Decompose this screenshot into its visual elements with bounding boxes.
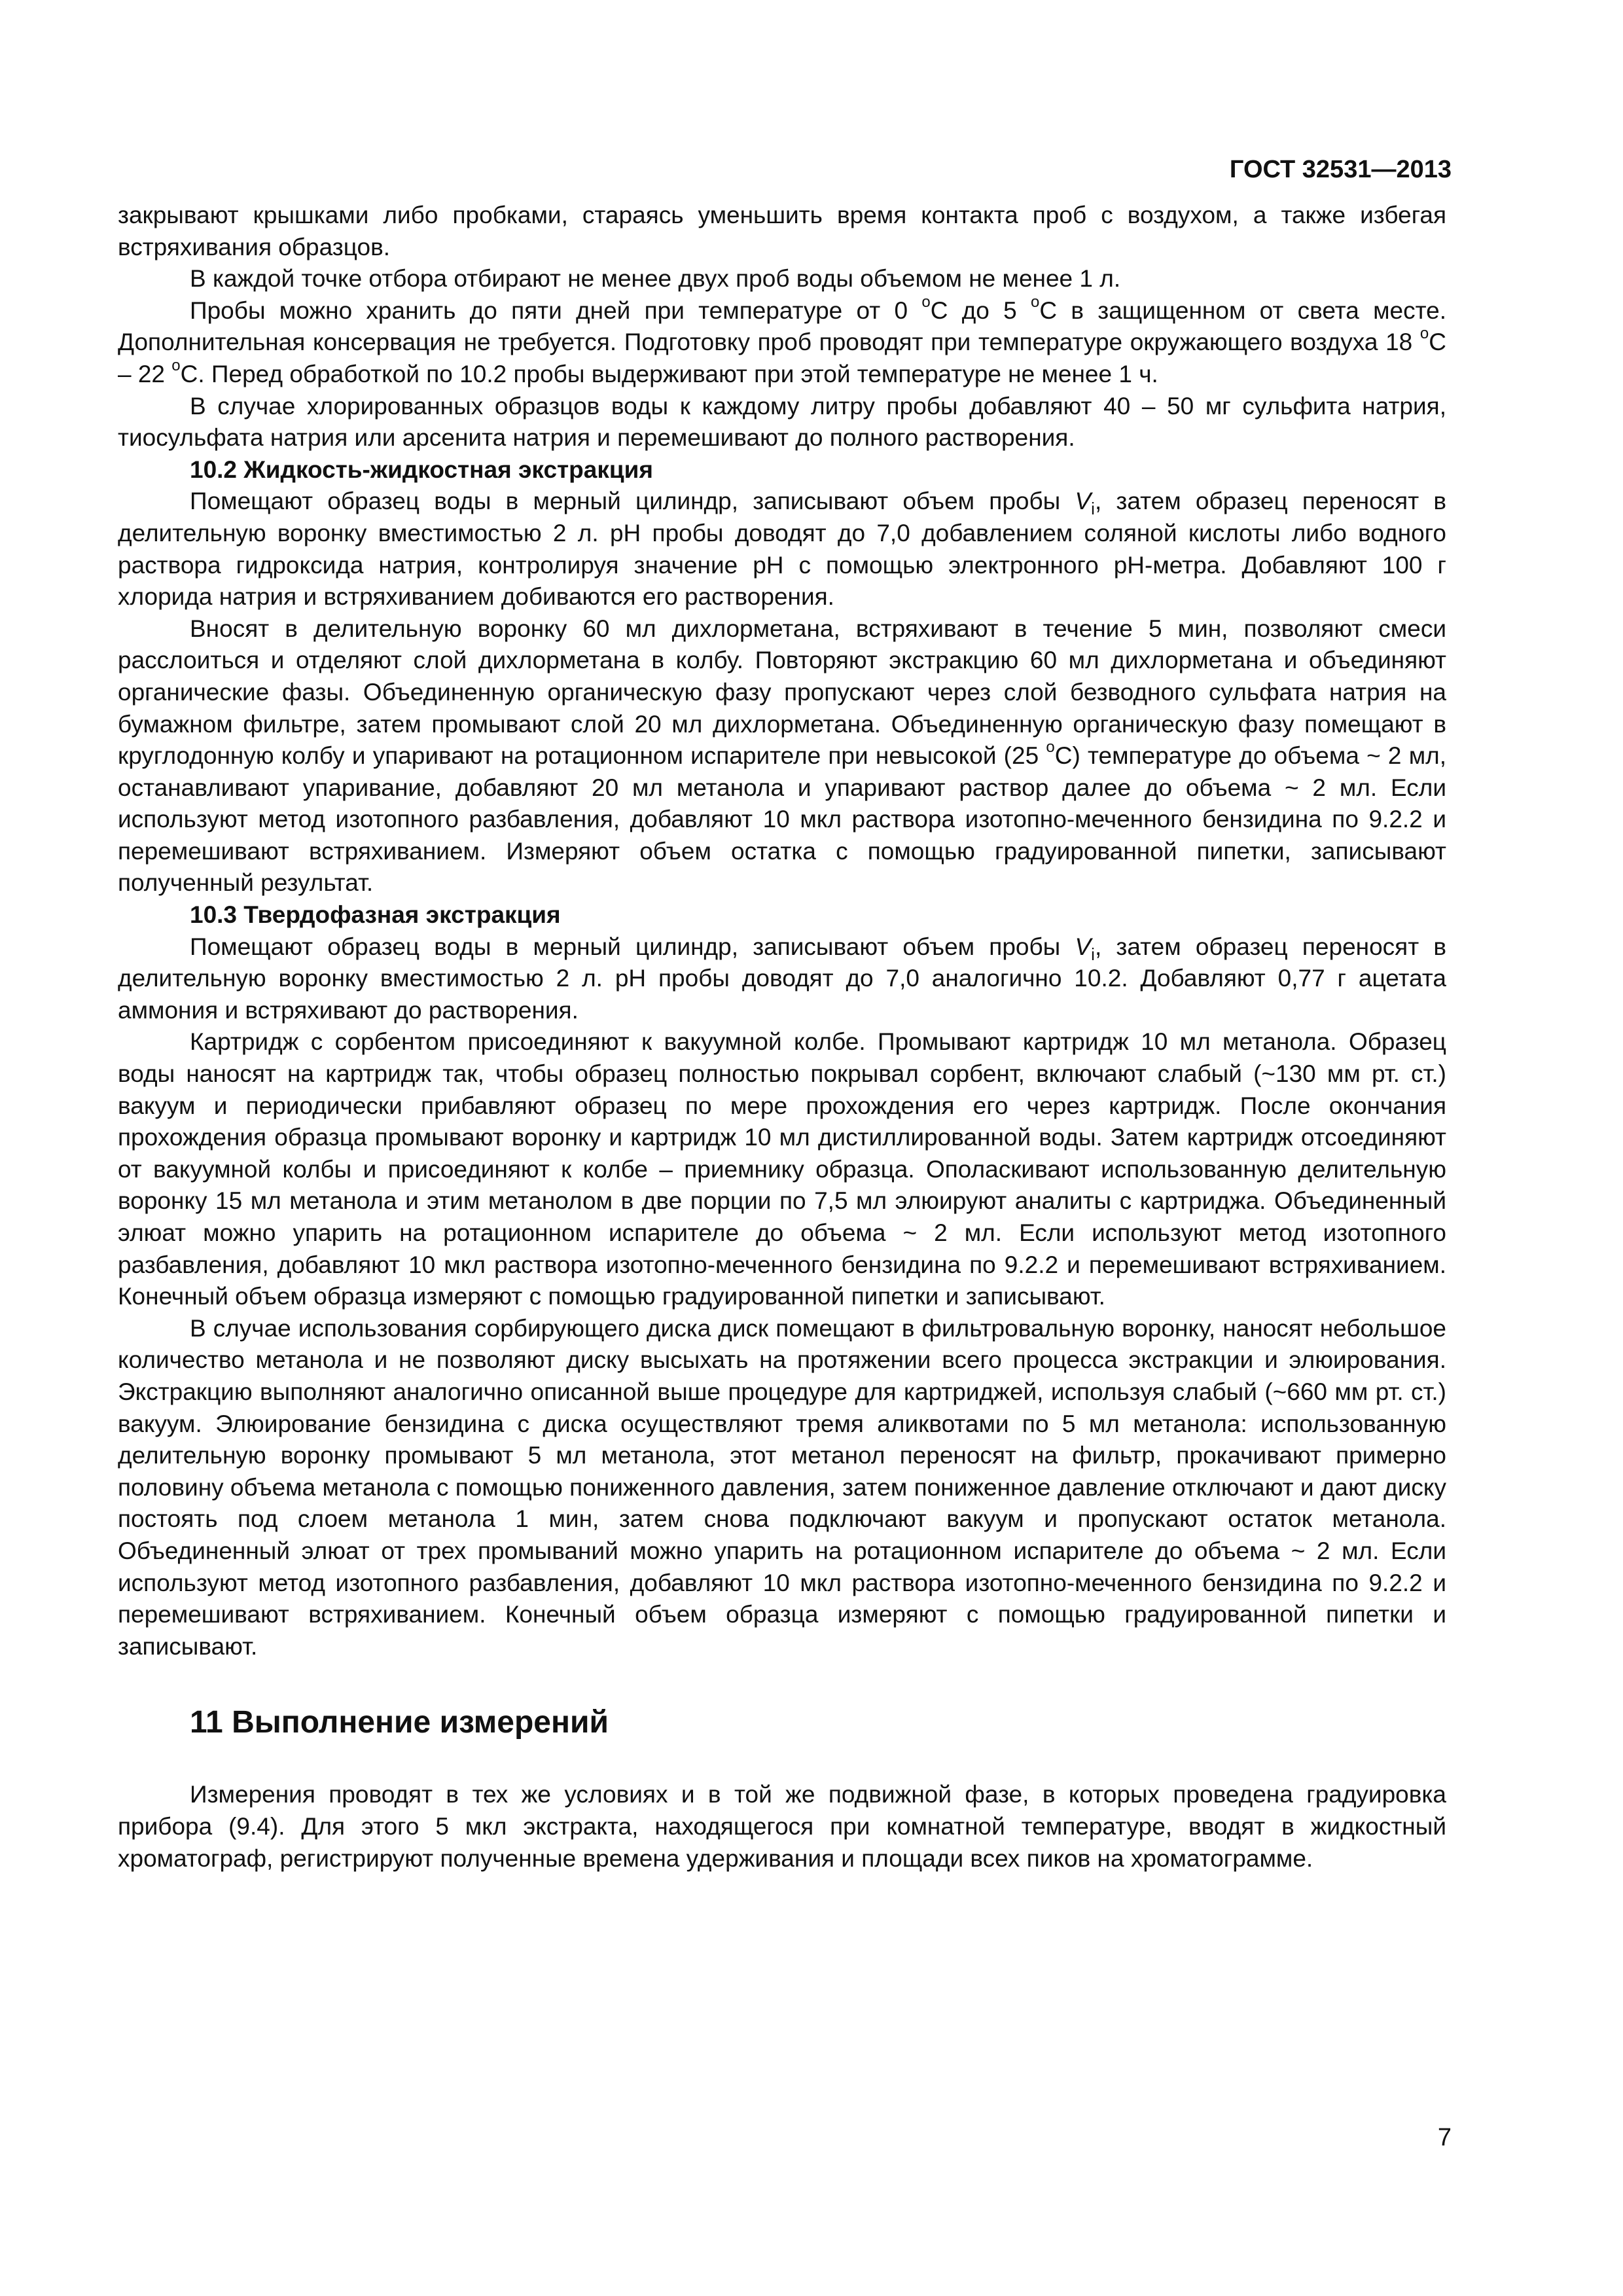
- paragraph-continuation: закрывают крышками либо пробками, стараясь уменьшить время контакта проб с воздухом, а также избегая встряхивания образцов.: [118, 202, 1446, 260]
- text-fragment: С) температуре до объема ~ 2 мл, останавливают упаривание, добавляют 20 мл метанола и упаривают раствор далее до объема ~ 2 мл. Если используют метод изотопного разбавления, добавляют 10 мкл раствора изотопно-меченного бензидина по 9.2.2 и перемешивают встряхиванием. Измеряют объем остатка с помощью градуированной пипетки, записывают полученный результат.: [118, 742, 1446, 897]
- degree-symbol: о: [1419, 325, 1429, 343]
- text-fragment: С в защищенном от света месте. Дополнительная консервация не требуется. Подготовку проб проводят при температуре окружающего воздуха 18: [118, 296, 1446, 356]
- paragraph-spe-disk: В случае использования сорбирующего диска диск помещают в фильтровальную воронку, наносят небольшое количество метанола и не позволяют диску высыхать на протяжении всего процесса экстракции и элюирования. Экстракцию выполняют аналогично описанной выше процедуре для картриджей, используя слабый (~660 мм рт. ст.) вакуум. Элюирование бензидина с диска осуществляют тремя аликвотами по 5 мл метанола: использованную делительную воронку промывают 5 мл метанола, этот метанол переносят на фильтр, прокачивают примерно половину объема метанола с помощью пониженного давления, затем пониженное давление отключают и дают диску постоять под слоем метанола 1 мин, затем снова подключают вакуум и пропускают остаток метанола. Объединенный элюат от трех промываний можно упарить на ротационном испарителе до объема ~ 2 мл. Если используют метод изотопного разбавления, добавляют 10 мкл раствора изотопно-меченного бензидина по 9.2.2 и перемешивают встряхиванием. Конечный объем образца измеряют с помощью градуированной пипетки и записывают.: [118, 1314, 1447, 1660]
- text-fragment: С до 5: [930, 296, 1031, 324]
- paragraph-lle-sample: [118, 486, 1446, 613]
- degree-symbol: о: [921, 293, 931, 311]
- degree-symbol: о: [1046, 738, 1055, 757]
- paragraph-lle-procedure: [118, 613, 1446, 899]
- heading-11: 11 Выполнение измерений: [190, 1705, 609, 1740]
- degree-symbol: о: [171, 356, 181, 374]
- paragraph-measurements: Измерения проводят в тех же условиях и в той же подвижной фазе, в которых проведена градуировка прибора (9.4). Для этого 5 мкл экстракта, находящегося при комнатной температуре, вводят в жидкостный хроматограф, регистрируют полученные времена удерживания и площади всех пиков на хроматограмме.: [118, 1781, 1446, 1872]
- text-fragment: Пробы можно хранить до пяти дней при температуре от 0: [190, 296, 922, 324]
- standard-header: ГОСТ 32531—2013: [1229, 156, 1452, 183]
- text-fragment: С. Перед обработкой по 10.2 пробы выдерживают при этой температуре не менее 1 ч.: [180, 360, 1158, 387]
- volume-variable: V: [1075, 488, 1092, 515]
- volume-subscript: i: [1091, 944, 1095, 964]
- volume-subscript: i: [1091, 499, 1095, 519]
- volume-variable: V: [1075, 933, 1092, 960]
- degree-symbol: о: [1030, 293, 1040, 311]
- text-fragment: Помещают образец воды в мерный цилиндр, записывают объем пробы: [190, 933, 1075, 960]
- text-fragment: Вносят в делительную воронку 60 мл дихлорметана, встряхивают в течение 5 мин, позволяют смеси расслоиться и отделяют слой дихлорметана в колбу. Повторяют экстракцию 60 мл дихлорметана и объединяют органические фазы. Объединенную органическую фазу пропускают через слой безводного сульфата натрия на бумажном фильтре, затем промывают слой 20 мл дихлорметана. Объединенную органическую фазу помещают в круглодонную колбу и упаривают на ротационном испарителе при невысокой (25: [118, 615, 1446, 770]
- text-fragment: , затем образец переносят в делительную воронку вместимостью 2 л. pH пробы доводят до 7,0 аналогично 10.2. Добавляют 0,77 г ацетата аммония и встряхивают до растворения.: [118, 933, 1447, 1024]
- heading-10-3: 10.3 Твердофазная экстракция: [190, 901, 561, 929]
- heading-10-2: 10.2 Жидкость-жидкостная экстракция: [190, 456, 653, 483]
- text-fragment: С – 22: [118, 329, 1446, 387]
- paragraph-chlorinated: В случае хлорированных образцов воды к каждому литру пробы добавляют 40 – 50 мг сульфита натрия, тиосульфата натрия или арсенита натрия и перемешивают до полного растворения.: [118, 392, 1446, 452]
- text-fragment: , затем образец переносят в делительную воронку вместимостью 2 л. pH пробы доводят до 7,0 добавлением соляной кислоты либо водного раствора гидроксида натрия, контролируя значение pH с помощью электронного pH-метра. Добавляют 100 г хлорида натрия и встряхиванием добиваются его растворения.: [118, 488, 1447, 611]
- paragraph-spe-cartridge: Картридж с сорбентом присоединяют к вакуумной колбе. Промывают картридж 10 мл метанола. Образец воды наносят на картридж так, чтобы образец полностью покрывал сорбент, включают слабый (~130 мм рт. ст.) вакуум и периодически прибавляют образец по мере прохождения его через картридж. После окончания прохождения образца промывают воронку и картридж 10 мл дистиллированной воды. Затем картридж отсоединяют от вакуумной колбы и присоединяют к колбе – приемнику образца. Ополаскивают использованную делительную воронку 15 мл метанола и этим метанолом в две порции по 7,5 мл элюируют аналиты с картриджа. Объединенный элюат можно упарить на ротационном испарителе до объема ~ 2 мл. Если используют метод изотопного разбавления, добавляют 10 мкл раствора изотопно-меченного бензидина по 9.2.2 и перемешивают встряхиванием. Конечный объем образца измеряют с помощью градуированной пипетки и записывают.: [118, 1028, 1446, 1310]
- page-content: [118, 200, 1446, 1874]
- page-number: 7: [1437, 2124, 1452, 2151]
- text-fragment: Помещают образец воды в мерный цилиндр, записывают объем пробы: [190, 488, 1075, 515]
- paragraph-sampling: В каждой точке отбора отбирают не менее двух проб воды объемом не менее 1 л.: [190, 265, 1121, 293]
- paragraph-spe-sample: [118, 931, 1446, 1027]
- paragraph-storage: [118, 295, 1446, 391]
